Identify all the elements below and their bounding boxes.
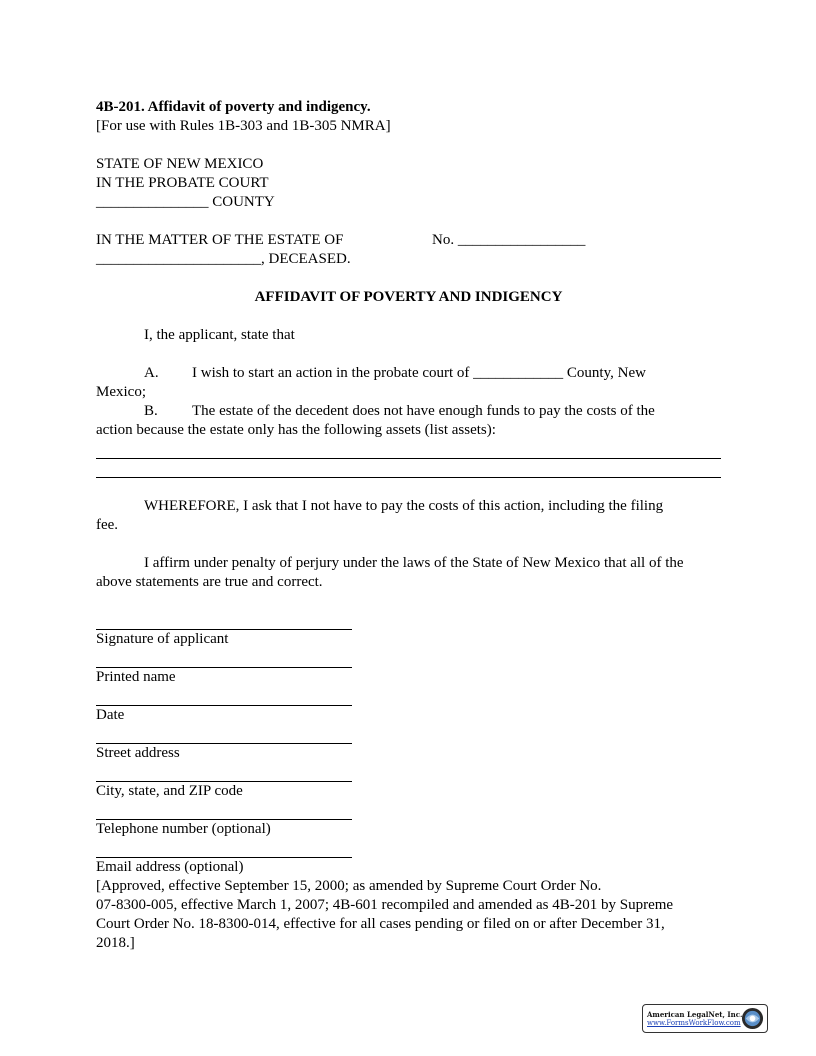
paragraph-a-marker: A. bbox=[144, 365, 159, 381]
paragraph-b-text: The estate of the decedent does not have enough funds to pay the costs of the bbox=[192, 403, 655, 419]
paragraph-b-marker: B. bbox=[144, 403, 158, 419]
globe-logo-icon bbox=[741, 1007, 764, 1030]
estate-matter-line: IN THE MATTER OF THE ESTATE OF bbox=[96, 232, 344, 248]
assets-blank-line[interactable] bbox=[96, 459, 721, 478]
history-note-line: [Approved, effective September 15, 2000; as amended by Supreme Court Order No. bbox=[96, 878, 602, 894]
case-number-line: No. _________________ bbox=[432, 232, 586, 248]
publisher-url-link[interactable]: www.FormsWorkFlow.com bbox=[647, 1019, 741, 1027]
telephone-blank-line[interactable] bbox=[96, 801, 352, 820]
publisher-name: American LegalNet, Inc. bbox=[647, 1010, 743, 1019]
paragraph-a-text: I wish to start an action in the probate court of ____________ County, New bbox=[192, 365, 646, 381]
affirmation-paragraph-continued: above statements are true and correct. bbox=[96, 574, 323, 590]
printed-name-blank-line[interactable] bbox=[96, 649, 352, 668]
signature-blank-line[interactable] bbox=[96, 611, 352, 630]
form-title: 4B-201. Affidavit of poverty and indigency. bbox=[96, 99, 371, 115]
date-blank-line[interactable] bbox=[96, 687, 352, 706]
county-line: _______________ COUNTY bbox=[96, 194, 275, 210]
city-state-zip-field-label: City, state, and ZIP code bbox=[96, 783, 243, 799]
city-state-zip-blank-line[interactable] bbox=[96, 763, 352, 782]
date-field-label: Date bbox=[96, 707, 125, 723]
publisher-badge[interactable] bbox=[642, 1004, 768, 1033]
paragraph-b-continued: action because the estate only has the following assets (list assets): bbox=[96, 422, 496, 438]
document-page bbox=[96, 98, 721, 953]
telephone-field-label: Telephone number (optional) bbox=[96, 821, 271, 837]
deceased-line: ______________________, DECEASED. bbox=[96, 251, 351, 267]
signature-field-label: Signature of applicant bbox=[96, 631, 229, 647]
email-blank-line[interactable] bbox=[96, 839, 352, 858]
intro-paragraph: I, the applicant, state that bbox=[144, 327, 295, 343]
affirmation-paragraph: I affirm under penalty of perjury under the laws of the State of New Mexico that all of the bbox=[144, 555, 684, 571]
form-subtitle: [For use with Rules 1B-303 and 1B-305 NMRA] bbox=[96, 118, 391, 134]
printed-name-field-label: Printed name bbox=[96, 669, 176, 685]
wherefore-paragraph-continued: fee. bbox=[96, 517, 119, 533]
affidavit-heading: AFFIDAVIT OF POVERTY AND INDIGENCY bbox=[254, 289, 563, 305]
wherefore-paragraph: WHEREFORE, I ask that I not have to pay the costs of this action, including the filing bbox=[144, 498, 664, 514]
paragraph-b bbox=[96, 402, 721, 421]
street-address-field-label: Street address bbox=[96, 745, 180, 761]
assets-blank-line[interactable] bbox=[96, 440, 721, 459]
paragraph-a-continued: Mexico; bbox=[96, 384, 146, 400]
history-note-line: 07-8300-005, effective March 1, 2007; 4B-601 recompiled and amended as 4B-201 by Supreme bbox=[96, 897, 674, 913]
paragraph-a bbox=[96, 364, 721, 383]
state-line: STATE OF NEW MEXICO bbox=[96, 156, 264, 172]
court-line: IN THE PROBATE COURT bbox=[96, 175, 269, 191]
history-note-line: 2018.] bbox=[96, 935, 135, 951]
street-address-blank-line[interactable] bbox=[96, 725, 352, 744]
history-note-line: Court Order No. 18-8300-014, effective for all cases pending or filed on or after December 31, bbox=[96, 916, 665, 932]
email-field-label: Email address (optional) bbox=[96, 859, 244, 875]
